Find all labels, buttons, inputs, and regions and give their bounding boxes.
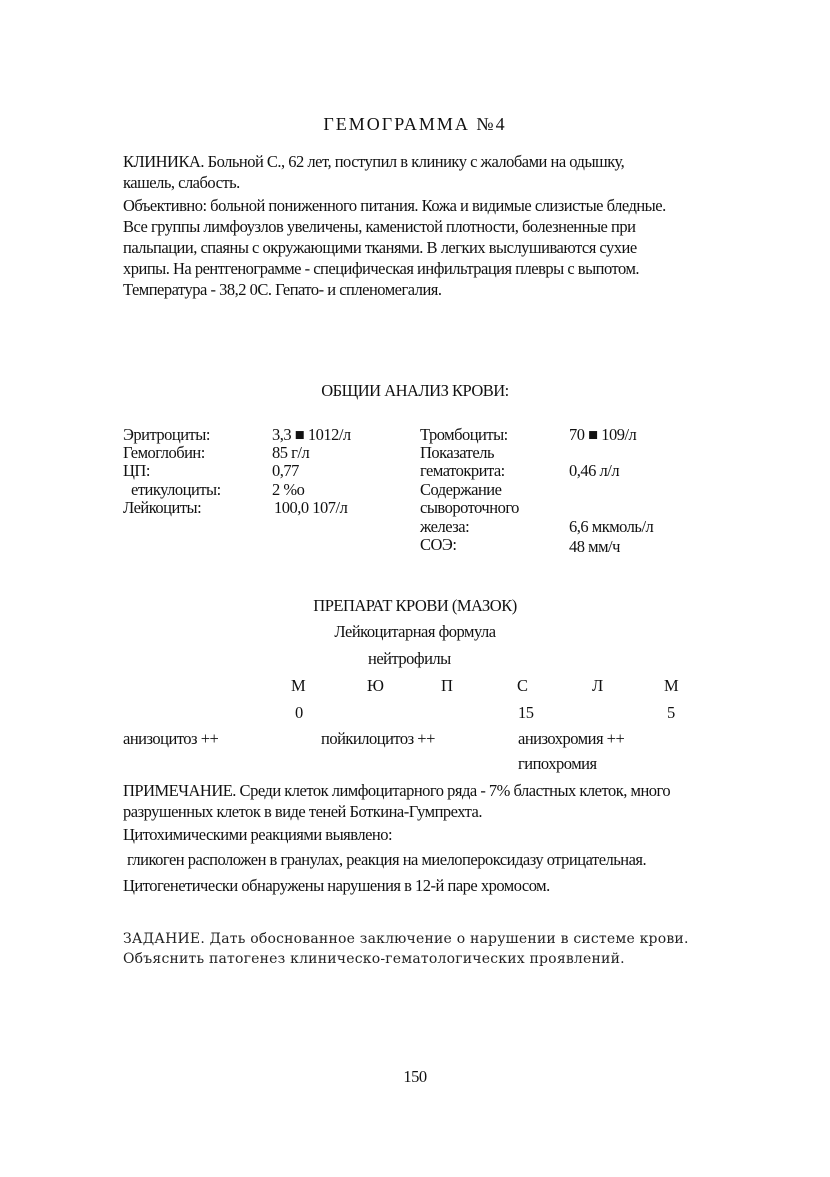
analysis-value: 2 %о — [272, 480, 305, 499]
objective-line: Все группы лимфоузлов увеличены, каменистой плотности, болезненные при — [123, 217, 636, 236]
note-line: ПРИМЕЧАНИЕ. Среди клеток лимфоцитарного ряда - 7% бластных клеток, много — [123, 781, 671, 800]
note-line: Цитохимическими реакциями выявлено: — [123, 825, 393, 844]
analysis-value: 6,6 мкмоль/л — [569, 517, 654, 536]
analysis-label: железа: — [420, 517, 470, 536]
analysis-value: 70 ■ 109/л — [569, 425, 637, 444]
objective-paragraph — [123, 195, 723, 300]
analysis-value: 85 г/л — [272, 443, 310, 462]
task-line: Объяснить патогенез клиническо-гематологических проявлений. — [123, 951, 625, 967]
morphology-item: анизоцитоз ++ — [123, 729, 219, 748]
analysis-label: Гемоглобин: — [123, 443, 205, 462]
formula-value: 15 — [518, 703, 534, 722]
analysis-label: сывороточного — [420, 498, 519, 517]
clinic-line: КЛИНИКА. Больной С., 62 лет, поступил в клинику с жалобами на одышку, — [123, 152, 625, 171]
analysis-value: 48 мм/ч — [569, 537, 620, 556]
smear-heading: ПРЕПАРАТ КРОВИ (МАЗОК) — [313, 596, 517, 615]
morphology-item: анизохромия ++ — [518, 729, 625, 748]
analysis-value: 0,77 — [272, 461, 299, 480]
formula-column-header: М — [664, 676, 679, 695]
note-line: разрушенных клеток в виде теней Боткина-Гумпрехта. — [123, 802, 482, 821]
note-line: Цитогенетически обнаружены нарушения в 12-й паре хромосом. — [123, 876, 550, 895]
neutrophils-label: нейтрофилы — [368, 649, 451, 668]
clinic-line: кашель, слабость. — [123, 173, 240, 192]
analysis-label: Тромбоциты: — [420, 425, 508, 444]
analysis-value: 0,46 л/л — [569, 461, 620, 480]
analysis-label: СОЭ: — [420, 535, 457, 554]
morphology-item: пойкилоцитоз ++ — [321, 729, 435, 748]
leukocyte-formula-heading: Лейкоцитарная формула — [334, 622, 496, 641]
page-number: 150 — [403, 1067, 427, 1086]
formula-column-header: С — [517, 676, 528, 695]
formula-column-header: Ю — [367, 676, 384, 695]
objective-line: Температура - 38,2 0С. Гепато- и спленомегалия. — [123, 280, 442, 299]
blood-analysis-heading: ОБЩИИ АНАЛИЗ КРОВИ: — [321, 381, 509, 400]
formula-value: 5 — [667, 703, 675, 722]
objective-line: Объективно: больной пониженного питания. Кожа и видимые слизистые бледные. — [123, 196, 666, 215]
analysis-label: Лейкоциты: — [123, 498, 202, 517]
clinic-paragraph — [123, 151, 723, 193]
analysis-label: Эритроциты: — [123, 425, 210, 444]
analysis-label: гематокрита: — [420, 461, 505, 480]
objective-line: хрипы. На рентгенограмме - специфическая инфильтрация плевры с выпотом. — [123, 259, 640, 278]
analysis-label: етикулоциты: — [131, 480, 221, 499]
analysis-label: Содержание — [420, 480, 502, 499]
formula-column-header: Л — [592, 676, 603, 695]
formula-column-header: П — [441, 676, 453, 695]
task-line: ЗАДАНИЕ. Дать обоснованное заключение о нарушении в системе крови. — [123, 931, 689, 947]
formula-column-header: М — [291, 676, 306, 695]
formula-value: 0 — [295, 703, 303, 722]
analysis-value: 3,3 ■ 1012/л — [272, 425, 351, 444]
objective-line: пальпации, спаяны с окружающими тканями. В легких выслушиваются сухие — [123, 238, 637, 257]
note-line: гликоген расположен в гранулах, реакция на миелопероксидазу отрицательная. — [127, 850, 647, 869]
task-paragraph — [123, 929, 689, 969]
analysis-label: Показатель — [420, 443, 494, 462]
page-title: ГЕМОГРАММА №4 — [323, 114, 507, 134]
morphology-item: гипохромия — [518, 754, 597, 773]
analysis-label: ЦП: — [123, 461, 150, 480]
note-paragraph — [123, 780, 723, 822]
analysis-value: 100,0 107/л — [274, 498, 348, 517]
